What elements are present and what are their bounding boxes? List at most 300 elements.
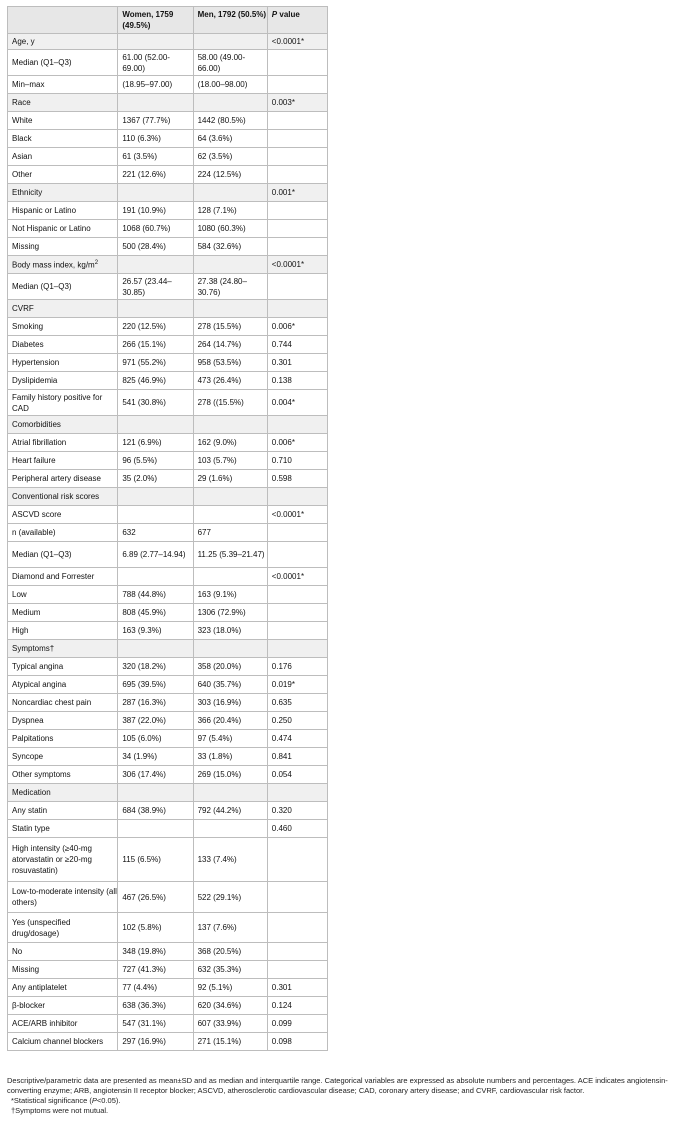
row-label: Age, y — [12, 37, 35, 46]
p-value-cell — [267, 488, 327, 506]
women-value-cell: 287 (16.3%) — [118, 694, 193, 712]
table-row — [8, 882, 328, 913]
men-value-cell: 64 (3.6%) — [193, 130, 267, 148]
women-value-cell: 788 (44.8%) — [118, 586, 193, 604]
men-value-cell: 33 (1.8%) — [193, 748, 267, 766]
women-value-cell: 320 (18.2%) — [118, 658, 193, 676]
table-row — [8, 730, 328, 748]
men-value-cell: (18.00–98.00) — [193, 76, 267, 94]
women-value-cell: 808 (45.9%) — [118, 604, 193, 622]
row-label: Any statin — [12, 806, 48, 815]
men-value-cell: 224 (12.5%) — [193, 166, 267, 184]
men-value-cell: 97 (5.4%) — [193, 730, 267, 748]
women-value-cell: 163 (9.3%) — [118, 622, 193, 640]
p-value-cell — [267, 524, 327, 542]
row-label-cell — [8, 622, 118, 640]
men-value-cell — [193, 300, 267, 318]
men-value-cell: 1442 (80.5%) — [193, 112, 267, 130]
women-value-cell — [118, 300, 193, 318]
row-label: Asian — [12, 152, 33, 161]
row-label: Not Hispanic or Latino — [12, 224, 91, 233]
women-value-cell — [118, 34, 193, 50]
men-value-cell: 128 (7.1%) — [193, 202, 267, 220]
women-value-cell: 467 (26.5%) — [118, 882, 193, 913]
men-value-cell: 27.38 (24.80–30.76) — [193, 274, 267, 300]
p-value-cell: 0.710 — [267, 452, 327, 470]
row-label: Family history positive for CAD — [12, 392, 103, 413]
footnote-star-pre: *Statistical significance ( — [11, 1096, 92, 1105]
table-row — [8, 748, 328, 766]
p-value-cell: 0.598 — [267, 470, 327, 488]
p-value-cell: 0.138 — [267, 372, 327, 390]
women-value-cell: 547 (31.1%) — [118, 1015, 193, 1033]
men-value-cell — [193, 488, 267, 506]
row-label: Statin type — [12, 824, 50, 833]
p-value-cell — [267, 76, 327, 94]
row-label: Atrial fibrillation — [12, 438, 67, 447]
table-row — [8, 202, 328, 220]
men-value-cell — [193, 820, 267, 838]
women-value-cell: 121 (6.9%) — [118, 434, 193, 452]
footnote-star-italic: P — [91, 1096, 97, 1105]
row-label: Median (Q1–Q3) — [12, 58, 72, 67]
women-value-cell: 221 (12.6%) — [118, 166, 193, 184]
men-value-cell: 366 (20.4%) — [193, 712, 267, 730]
row-label: Calcium channel blockers — [12, 1037, 104, 1046]
women-value-cell: 34 (1.9%) — [118, 748, 193, 766]
header-p-value — [267, 7, 327, 34]
men-value-cell: 358 (20.0%) — [193, 658, 267, 676]
table-row — [8, 238, 328, 256]
women-value-cell: 306 (17.4%) — [118, 766, 193, 784]
p-value-cell — [267, 838, 327, 882]
row-label: Body mass index, kg/m — [12, 260, 95, 270]
women-value-cell: 825 (46.9%) — [118, 372, 193, 390]
p-value-cell: 0.019* — [267, 676, 327, 694]
table-row — [8, 694, 328, 712]
p-value-cell — [267, 542, 327, 568]
women-value-cell — [118, 784, 193, 802]
p-value-cell — [267, 882, 327, 913]
header-p-rest: value — [277, 10, 300, 19]
row-label: White — [12, 116, 33, 125]
row-label-cell — [8, 34, 118, 50]
row-label-cell — [8, 184, 118, 202]
table-row — [8, 336, 328, 354]
women-value-cell: 266 (15.1%) — [118, 336, 193, 354]
row-label: Dyspnea — [12, 716, 44, 725]
row-label-cell — [8, 318, 118, 336]
women-value-cell — [118, 506, 193, 524]
row-label: Median (Q1–Q3) — [12, 550, 72, 559]
men-value-cell: 264 (14.7%) — [193, 336, 267, 354]
women-value-cell: 77 (4.4%) — [118, 979, 193, 997]
p-value-cell: 0.744 — [267, 336, 327, 354]
men-value-cell: 620 (34.6%) — [193, 997, 267, 1015]
table-row — [8, 658, 328, 676]
table-section-row — [8, 184, 328, 202]
women-value-cell: 105 (6.0%) — [118, 730, 193, 748]
p-value-cell — [267, 112, 327, 130]
table-row — [8, 979, 328, 997]
p-value-cell — [267, 202, 327, 220]
row-label-cell — [8, 488, 118, 506]
table-row — [8, 1015, 328, 1033]
men-value-cell: 11.25 (5.39–21.47) — [193, 542, 267, 568]
men-value-cell: 323 (18.0%) — [193, 622, 267, 640]
table-row — [8, 372, 328, 390]
table-row — [8, 712, 328, 730]
table-row — [8, 838, 328, 882]
table-row — [8, 997, 328, 1015]
table-row — [8, 452, 328, 470]
men-value-cell: 607 (33.9%) — [193, 1015, 267, 1033]
p-value-cell: 0.099 — [267, 1015, 327, 1033]
women-value-cell — [118, 184, 193, 202]
table-row — [8, 943, 328, 961]
women-value-cell: 26.57 (23.44–30.85) — [118, 274, 193, 300]
p-value-cell: 0.474 — [267, 730, 327, 748]
row-label: n (available) — [12, 528, 56, 537]
men-value-cell: 133 (7.4%) — [193, 838, 267, 882]
p-value-cell — [267, 622, 327, 640]
row-label-cell — [8, 1033, 118, 1051]
row-label-superscript: 2 — [94, 260, 99, 267]
p-value-cell: 0.635 — [267, 694, 327, 712]
row-label: Atypical angina — [12, 680, 67, 689]
row-label: Noncardiac chest pain — [12, 698, 92, 707]
men-value-cell: 29 (1.6%) — [193, 470, 267, 488]
p-value-cell — [267, 50, 327, 76]
table-row — [8, 1033, 328, 1051]
table-row — [8, 604, 328, 622]
women-value-cell: 96 (5.5%) — [118, 452, 193, 470]
p-value-cell — [267, 274, 327, 300]
women-value-cell: 727 (41.3%) — [118, 961, 193, 979]
table-row — [8, 470, 328, 488]
table-row — [8, 820, 328, 838]
table-section-row — [8, 256, 328, 274]
row-label: Symptoms† — [12, 644, 55, 653]
row-label-cell — [8, 336, 118, 354]
table-row — [8, 766, 328, 784]
row-label: ASCVD score — [12, 510, 62, 519]
women-value-cell: 695 (39.5%) — [118, 676, 193, 694]
row-label: Race — [12, 98, 31, 107]
table-row — [8, 76, 328, 94]
row-label-cell — [8, 300, 118, 318]
men-value-cell: 640 (35.7%) — [193, 676, 267, 694]
row-label: Yes (unspecified drug/dosage) — [12, 917, 71, 938]
row-label-cell — [8, 390, 118, 416]
table-row — [8, 586, 328, 604]
row-label: Syncope — [12, 752, 44, 761]
men-value-cell: 162 (9.0%) — [193, 434, 267, 452]
header-label-cell — [8, 7, 118, 34]
row-label: Hispanic or Latino — [12, 206, 77, 215]
table-row — [8, 622, 328, 640]
row-label-cell — [8, 238, 118, 256]
row-label-cell — [8, 838, 118, 882]
women-value-cell: 35 (2.0%) — [118, 470, 193, 488]
women-value-cell: 348 (19.8%) — [118, 943, 193, 961]
row-label: Any antiplatelet — [12, 983, 67, 992]
men-value-cell: 58.00 (49.00-66.00) — [193, 50, 267, 76]
men-value-cell — [193, 94, 267, 112]
table-section-row — [8, 640, 328, 658]
row-label-cell — [8, 220, 118, 238]
row-label-cell — [8, 76, 118, 94]
row-label-cell — [8, 604, 118, 622]
row-label-cell — [8, 130, 118, 148]
row-label-cell — [8, 434, 118, 452]
table-row — [8, 542, 328, 568]
row-label-cell — [8, 354, 118, 372]
p-value-cell — [267, 238, 327, 256]
men-value-cell: 958 (53.5%) — [193, 354, 267, 372]
p-value-cell: 0.301 — [267, 354, 327, 372]
p-value-cell — [267, 148, 327, 166]
row-label-cell — [8, 1015, 118, 1033]
row-label-cell — [8, 274, 118, 300]
table-section-row — [8, 94, 328, 112]
row-label-cell — [8, 820, 118, 838]
men-value-cell: 92 (5.1%) — [193, 979, 267, 997]
men-value-cell: 163 (9.1%) — [193, 586, 267, 604]
table-section-row — [8, 34, 328, 50]
table-body — [8, 34, 328, 1051]
table-row — [8, 130, 328, 148]
women-value-cell: 1068 (60.7%) — [118, 220, 193, 238]
men-value-cell: 278 (15.5%) — [193, 318, 267, 336]
row-label-cell — [8, 961, 118, 979]
row-label-cell — [8, 943, 118, 961]
row-label-cell — [8, 694, 118, 712]
table-row — [8, 524, 328, 542]
p-value-cell — [267, 416, 327, 434]
row-label: Smoking — [12, 322, 44, 331]
row-label: Ethnicity — [12, 188, 43, 197]
table-row — [8, 802, 328, 820]
men-value-cell: 677 — [193, 524, 267, 542]
header-men: Men, 1792 (50.5%) — [193, 7, 267, 34]
table-row — [8, 390, 328, 416]
women-value-cell: 297 (16.9%) — [118, 1033, 193, 1051]
footnote-significance — [7, 1096, 671, 1106]
men-value-cell — [193, 506, 267, 524]
row-label-cell — [8, 166, 118, 184]
row-label: Diamond and Forrester — [12, 572, 95, 581]
women-value-cell: 110 (6.3%) — [118, 130, 193, 148]
table-row — [8, 506, 328, 524]
women-value-cell: 115 (6.5%) — [118, 838, 193, 882]
p-value-cell: <0.0001* — [267, 568, 327, 586]
row-label-cell — [8, 256, 118, 274]
table-section-row — [8, 784, 328, 802]
table-row — [8, 220, 328, 238]
row-label: No — [12, 947, 23, 956]
women-value-cell: 684 (38.9%) — [118, 802, 193, 820]
women-value-cell: 61 (3.5%) — [118, 148, 193, 166]
p-value-cell: 0.841 — [267, 748, 327, 766]
row-label-cell — [8, 784, 118, 802]
table-row — [8, 50, 328, 76]
row-label: Medium — [12, 608, 41, 617]
p-value-cell — [267, 604, 327, 622]
men-value-cell: 368 (20.5%) — [193, 943, 267, 961]
p-value-cell: 0.124 — [267, 997, 327, 1015]
men-value-cell: 473 (26.4%) — [193, 372, 267, 390]
men-value-cell: 137 (7.6%) — [193, 913, 267, 943]
table-row — [8, 434, 328, 452]
row-label-cell — [8, 202, 118, 220]
row-label: Hypertension — [12, 358, 60, 367]
row-label-cell — [8, 766, 118, 784]
men-value-cell: 62 (3.5%) — [193, 148, 267, 166]
row-label-cell — [8, 372, 118, 390]
row-label-cell — [8, 882, 118, 913]
row-label: CVRF — [12, 304, 34, 313]
p-value-cell: 0.320 — [267, 802, 327, 820]
men-value-cell: 1080 (60.3%) — [193, 220, 267, 238]
women-value-cell — [118, 640, 193, 658]
men-value-cell: 584 (32.6%) — [193, 238, 267, 256]
women-value-cell: 1367 (77.7%) — [118, 112, 193, 130]
p-value-cell: 0.301 — [267, 979, 327, 997]
row-label-cell — [8, 802, 118, 820]
men-value-cell: 269 (15.0%) — [193, 766, 267, 784]
row-label: Palpitations — [12, 734, 54, 743]
p-value-cell — [267, 220, 327, 238]
footnote-symptoms: †Symptoms were not mutual. — [11, 1106, 109, 1115]
table-row — [8, 148, 328, 166]
row-label-cell — [8, 542, 118, 568]
men-value-cell: 271 (15.1%) — [193, 1033, 267, 1051]
row-label-cell — [8, 50, 118, 76]
row-label: Diabetes — [12, 340, 44, 349]
women-value-cell: 61.00 (52.00-69.00) — [118, 50, 193, 76]
women-value-cell: 6.89 (2.77–14.94) — [118, 542, 193, 568]
men-value-cell: 792 (44.2%) — [193, 802, 267, 820]
row-label-cell — [8, 676, 118, 694]
row-label: Peripheral artery disease — [12, 474, 101, 483]
p-value-cell: <0.0001* — [267, 256, 327, 274]
table-section-row — [8, 416, 328, 434]
row-label-cell — [8, 730, 118, 748]
row-label-cell — [8, 586, 118, 604]
p-value-cell — [267, 300, 327, 318]
table-row — [8, 354, 328, 372]
men-value-cell — [193, 184, 267, 202]
women-value-cell: 191 (10.9%) — [118, 202, 193, 220]
table-row — [8, 961, 328, 979]
women-value-cell: 102 (5.8%) — [118, 913, 193, 943]
p-value-cell — [267, 943, 327, 961]
p-value-cell — [267, 640, 327, 658]
women-value-cell: 541 (30.8%) — [118, 390, 193, 416]
row-label-cell — [8, 524, 118, 542]
p-value-cell: 0.004* — [267, 390, 327, 416]
p-value-cell — [267, 586, 327, 604]
men-value-cell: 103 (5.7%) — [193, 452, 267, 470]
footnote-abbreviations: Descriptive/parametric data are presented as mean±SD and as median and interquartile range. Categorical variables are expressed as absolute numbers and percentages. ACE indicates angiotensin-converting enzyme; ARB, angiotensin II receptor blocker; ASCVD, atherosclerotic cardiovascular disease; CAD, coronary artery disease; and CVRF, cardiovascular risk factor. — [7, 1076, 668, 1095]
p-value-cell — [267, 784, 327, 802]
men-value-cell: 1306 (72.9%) — [193, 604, 267, 622]
men-value-cell: 278 ((15.5%) — [193, 390, 267, 416]
p-value-cell: 0.003* — [267, 94, 327, 112]
women-value-cell: 638 (36.3%) — [118, 997, 193, 1015]
row-label: Typical angina — [12, 662, 64, 671]
row-label: Low — [12, 590, 27, 599]
row-label: Medication — [12, 788, 51, 797]
row-label: Conventional risk scores — [12, 492, 100, 501]
women-value-cell: (18.95–97.00) — [118, 76, 193, 94]
women-value-cell — [118, 94, 193, 112]
row-label-cell — [8, 568, 118, 586]
row-label: Comorbidities — [12, 420, 61, 429]
p-value-cell: 0.001* — [267, 184, 327, 202]
p-value-cell — [267, 913, 327, 943]
row-label-cell — [8, 112, 118, 130]
row-label-cell — [8, 470, 118, 488]
row-label-cell — [8, 94, 118, 112]
footnote-star-post: <0.05). — [96, 1096, 121, 1105]
row-label: ACE/ARB inhibitor — [12, 1019, 78, 1028]
p-value-cell — [267, 961, 327, 979]
row-label-cell — [8, 452, 118, 470]
men-value-cell: 303 (16.9%) — [193, 694, 267, 712]
women-value-cell — [118, 416, 193, 434]
row-label: Dyslipidemia — [12, 376, 58, 385]
women-value-cell — [118, 488, 193, 506]
men-value-cell — [193, 416, 267, 434]
men-value-cell — [193, 256, 267, 274]
men-value-cell — [193, 568, 267, 586]
row-label-cell — [8, 748, 118, 766]
p-value-cell: 0.006* — [267, 434, 327, 452]
table-footnotes — [7, 1076, 671, 1116]
table-row — [8, 112, 328, 130]
women-value-cell — [118, 820, 193, 838]
table-row — [8, 274, 328, 300]
row-label-cell — [8, 979, 118, 997]
row-label-cell — [8, 712, 118, 730]
p-value-cell: 0.460 — [267, 820, 327, 838]
baseline-characteristics-table — [7, 6, 328, 1051]
row-label: High — [12, 626, 29, 635]
p-value-cell — [267, 130, 327, 148]
row-label: Min–max — [12, 80, 45, 89]
women-value-cell — [118, 568, 193, 586]
table-row — [8, 676, 328, 694]
row-label-cell — [8, 148, 118, 166]
women-value-cell: 632 — [118, 524, 193, 542]
row-label: Missing — [12, 242, 40, 251]
row-label-cell — [8, 640, 118, 658]
p-value-cell: 0.176 — [267, 658, 327, 676]
row-label: Heart failure — [12, 456, 56, 465]
table-row — [8, 166, 328, 184]
row-label: β-blocker — [12, 1001, 46, 1010]
women-value-cell: 220 (12.5%) — [118, 318, 193, 336]
row-label-cell — [8, 913, 118, 943]
row-label: Other — [12, 170, 33, 179]
row-label: Median (Q1–Q3) — [12, 282, 72, 291]
row-label-cell — [8, 658, 118, 676]
p-value-cell: <0.0001* — [267, 34, 327, 50]
men-value-cell: 522 (29.1%) — [193, 882, 267, 913]
table-section-row — [8, 488, 328, 506]
